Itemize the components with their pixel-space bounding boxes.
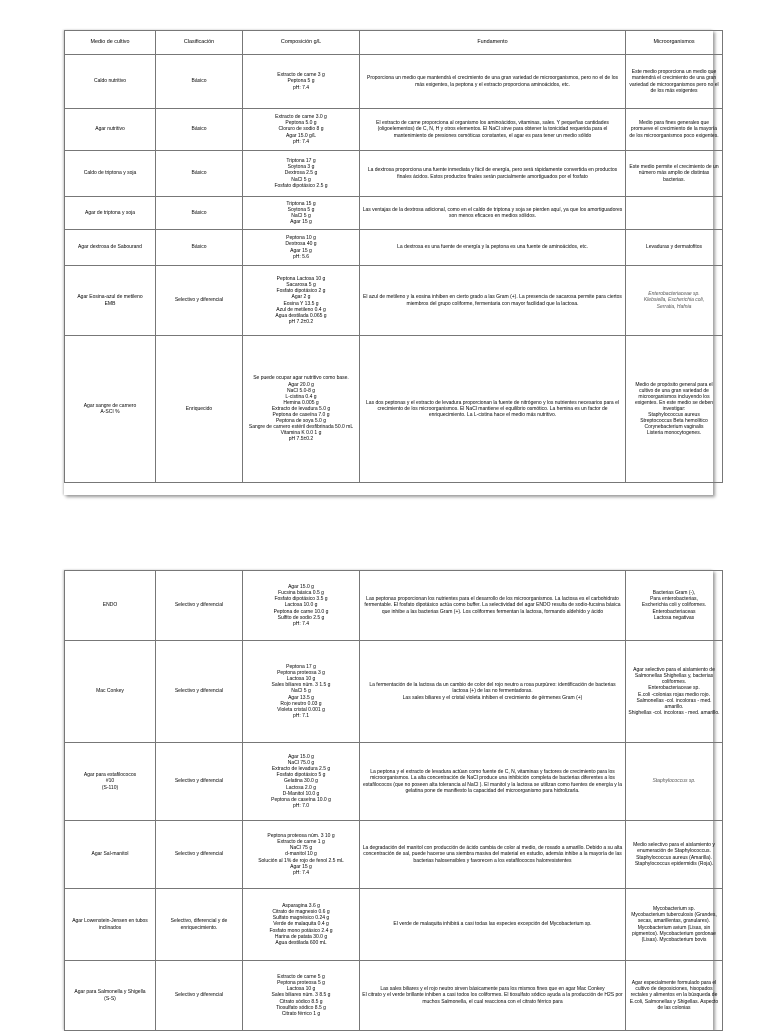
cell-composicion: Agar 15.0 g NaCl 75.0 g Extracto de levadura 2.5 g Fosfato dipotásico 5 g Gelatina 30.0 g Lactosa 2.0 g D-Manitol 10.0 g Peptona de caseína 10.0 g pH: 7.0 bbox=[243, 743, 360, 821]
cell-fundamento: Las sales biliares y el rojo neutro sirven básicamente para los mismos fines que en agar Mac Conkey El citrato y el verde brillante inhiben a casi todos los coliformes. El tiosulfato sódico ayuda a la producción de H2S por muchos Salmonella, el cual reacciona con el citrato férrico para bbox=[360, 961, 626, 1031]
cell-fundamento: La dextrosa proporciona una fuente inmediata y fácil de energía, pero será rápidamente convertida en productos finales ácidos. Estos productos finales serán parcialmente amortiguados por el fosfato bbox=[360, 151, 626, 197]
cell-medio: Caldo nutritivo bbox=[65, 55, 156, 109]
table-row bbox=[65, 571, 723, 641]
cell-composicion: Triptona 15 g Soytona 5 g NaCl 5 g Agar 15 g bbox=[243, 197, 360, 230]
cell-fundamento: El extracto de carne proporciona al organismo los aminoácidos, vitaminas, sales. Y pequeñas cantidades (oligoelementos) de C, N, H y otros elementos. El NaCl sirve para obtener la tonicidad requerida para el mantenimiento de presiones osmóticas constantes, el agar es para tener un medio sólido bbox=[360, 109, 626, 151]
document-page-2 bbox=[64, 570, 720, 1030]
cell-clasificacion: Selectivo y diferencial bbox=[156, 571, 243, 641]
cell-microorganismos: Este medio permite el crecimiento de un número más amplio de distintas bacterias. bbox=[626, 151, 723, 197]
cell-medio: ENDO bbox=[65, 571, 156, 641]
cell-microorganismos: Staphylococcus sp. bbox=[626, 743, 723, 821]
cell-composicion: Se puede ocupar agar nutritivo como base. Agar 20.0 g NaCl 5.0-8 g L-cistina 0.4 g Hemina 0.005 g Extracto de levadura 5.0 g Peptona de caseína 7.0 g Peptona de soya 5.0 g Sangre de carnero estéril desfibrinada 50.0 mL Vitamina K 0.0 1 g pH 7.5±0.2 bbox=[243, 336, 360, 483]
cell-clasificacion: Selectivo y diferencial bbox=[156, 266, 243, 336]
cell-composicion: Triptona 17 g Soytona 3 g Dextrosa 2.5 g NaCl 5 g Fosfato dipotásico 2.5 g bbox=[243, 151, 360, 197]
cell-composicion: Extracto de carne 3.0 g Peptona 5.0 g Cloruro de sodio 8 g Agar 15.0 g/L pH: 7.4 bbox=[243, 109, 360, 151]
table-row bbox=[65, 109, 723, 151]
cell-composicion: Agar 15.0 g Fucsina básica 0.5 g Fosfato dipotásico 3.5 g Lactosa 10.0 g Peptona de carne 10.0 g Sulfito de sodio 2.5 g pH: 7.4 bbox=[243, 571, 360, 641]
cell-fundamento: La peptona y el extracto de levadura actúan como fuente de C, N, vitaminas y factores de crecimiento para los microorganismos. La alta concentración de NaCl produce una inhibición completa de bacterias diferentes a los estafilococos (que no poseen alta tolerancia al NaCl ). El manitol y la lactosa se utilizan como fuentes de energía y la gelatina pone de manifiesto la capacidad del microorganismo para hidrolizarla. bbox=[360, 743, 626, 821]
table-row bbox=[65, 266, 723, 336]
cell-microorganismos: Medio para fines generales que promueve el crecimiento de la mayoría de los microorganismos poco exigentes. bbox=[626, 109, 723, 151]
table-row bbox=[65, 55, 723, 109]
cell-composicion: Peptona proteosa núm. 3 10 g Extracto de carne 1 g NaCl 75 g d-manitol 10 g Solución al 1% de rojo de fenol 2.5 mL Agar 15 g pH: 7.4 bbox=[243, 821, 360, 889]
culture-media-table-2 bbox=[64, 570, 723, 1031]
table-row bbox=[65, 641, 723, 743]
cell-medio: Agar dextrosa de Sabourand bbox=[65, 230, 156, 266]
cell-composicion: Peptona Lactosa 10 g Sacarosa 5 g Fosfato dipotásico 2 g Agar 2 g Eosina Y 13.5 g Azul de metileno 0.4 g Agua destilada 0.065 g pH 7.2±0.2 bbox=[243, 266, 360, 336]
cell-microorganismos bbox=[626, 197, 723, 230]
cell-medio: Agar Sal-manitol bbox=[65, 821, 156, 889]
cell-composicion: Extracto de carne 3 g Peptona 5 g pH: 7.4 bbox=[243, 55, 360, 109]
cell-microorganismos: Medio de propósito general para el cultivo de una gran variedad de microorganismos incluyendo los exigentes. En este medio se deben investigar: Staphylococcus aureus Streptococcus Beta hemolítico Corynebacterium vaginalis Listeria monocytogenes. bbox=[626, 336, 723, 483]
cell-fundamento: La degradación del manitol con producción de ácido cambia de color al medio, de rosado a amarillo. Debido a su alta concentración de sal, puede hacerse una siembra masiva del material en estudio, además inhibe a la mayoría de las bacterias halosensibles y favorecen a los estafilococos halorresistentes bbox=[360, 821, 626, 889]
cell-clasificacion: Básico bbox=[156, 197, 243, 230]
header-medio: Medio de cultivo bbox=[65, 31, 156, 55]
header-composicion: Composición g/L bbox=[243, 31, 360, 55]
cell-clasificacion: Selectivo y diferencial bbox=[156, 821, 243, 889]
cell-medio: Agar Lowenstein-Jensen en tubos inclinados bbox=[65, 889, 156, 961]
cell-clasificacion: Básico bbox=[156, 109, 243, 151]
cell-fundamento: El verde de malaquita inhibirá a casi todas las especies excepción del Mycobacterium sp. bbox=[360, 889, 626, 961]
cell-clasificacion: Básico bbox=[156, 55, 243, 109]
cell-microorganismos: Agar selectivo para el aislamiento de Salmonellas Shighellas y, bacterias coliformes. Enterobacteriaceae sp. E.coli -colonias rojas medio rojo. Salmonellas -col. incoloras - med. amarillo. Shighellas -col. incoloras - med. amarillo. bbox=[626, 641, 723, 743]
cell-clasificacion: Básico bbox=[156, 230, 243, 266]
table-row bbox=[65, 151, 723, 197]
cell-medio: Agar de triptona y soja bbox=[65, 197, 156, 230]
cell-microorganismos: Agar especialmente formulado para el cultivo de deposiciones, hisopados rectales y alimentos en la búsqueda de E.coli, Salmonellas y Shigellas. Aspecto de las colonias bbox=[626, 961, 723, 1031]
cell-fundamento: El azul de metileno y la eosina inhiben en cierto grado a las Gram (+). La presencia de sacarosa permite para ciertos miembros del grupo coliforme, fermentaria con mayor facilidad que la lactosa. bbox=[360, 266, 626, 336]
cell-medio: Agar Eosina-azul de metileno EMB bbox=[65, 266, 156, 336]
header-microorganismos: Microorganismos bbox=[626, 31, 723, 55]
table-row bbox=[65, 336, 723, 483]
cell-medio: Agar sangre de carnero A-SCI % bbox=[65, 336, 156, 483]
cell-medio: Caldo de triptona y soja bbox=[65, 151, 156, 197]
cell-clasificacion: Selectivo y diferencial bbox=[156, 961, 243, 1031]
cell-clasificacion: Selectivo y diferencial bbox=[156, 743, 243, 821]
cell-microorganismos: Medio selectivo para el aislamiento y enumeración de Staphylococcus. Staphylococcus aureus (Amarilla). Staphylococcus epidermidis (Roja). bbox=[626, 821, 723, 889]
cell-microorganismos: Levaduras y dermatofitos bbox=[626, 230, 723, 266]
cell-fundamento: La fermentación de la lactosa da un cambio de color del rojo neutro a rosa purpúreo: identificación de bacterias lactosa (+) de las no fermentadoras. Las sales biliares y el cristal violeta inhiben el crecimiento de gérmenes Gram (+) bbox=[360, 641, 626, 743]
cell-microorganismos: Enterobacteriaceae sp. Klebsiella, Escherichia coli, Serratia, Hafnia bbox=[626, 266, 723, 336]
cell-fundamento: Proporciona un medio que mantendrá el crecimiento de una gran variedad de microorganismos, pero no el de los más exigentes, la peptona y el extracto proporciona aminoácidos, etc. bbox=[360, 55, 626, 109]
cell-microorganismos: Este medio proporciona un medio que mantendrá el crecimiento de una gran variedad de microorganismos pero no el de los más exigentes bbox=[626, 55, 723, 109]
document-page-1 bbox=[64, 30, 719, 495]
cell-microorganismos: Mycobacterium sp. Mycobacterium tuberculosis (Grandes, secas, amarillentas, granulares). Mycobacterium avium (Lisas, sin pigmentos). Mycobacterium gordonae (Lisas). Mycobacterium bovis bbox=[626, 889, 723, 961]
table-row bbox=[65, 961, 723, 1031]
cell-fundamento: Las dos peptonas y el extracto de levadura proporcionan la fuente de nitrógeno y los nutrientes necesarios para el crecimiento de los microorganismos. El NaCl mantiene el equilibrio osmótico. La hemina es un factor de enriquecimiento. La L-cistina hace el medio más nutritivo. bbox=[360, 336, 626, 483]
cell-composicion: Peptona 17 g Peptona proteosa 3 g Lactosa 10 g Sales biliares núm. 3 1.5 g NaCl 5 g Agar 13.5 g Rojo neutro 0.03 g Violeta cristal 0.001 g pH: 7.1 bbox=[243, 641, 360, 743]
cell-clasificacion: Selectivo y diferencial bbox=[156, 641, 243, 743]
cell-clasificacion: Enriquecido bbox=[156, 336, 243, 483]
cell-fundamento: La dextrosa es una fuente de energía y la peptona es una fuente de aminoácidos, etc. bbox=[360, 230, 626, 266]
cell-fundamento: Las peptonas proporcionan los nutrientes para el desarrollo de los microorganismos. La lactosa es el carbohidrato fermentable. El fosfato dipotásico actúa como buffer. La selectividad del agar ENDO resulta de sodio-fucsina básica que inhibe a las bacterias Gram (+). Los coliformes fermentan la lactosa, formando aldehído y ácido bbox=[360, 571, 626, 641]
cell-fundamento: Las ventajas de la dextrosa adicional, como en el caldo de triptona y soja se pierden aquí, ya que los amortiguadores son menos eficaces en medios sólidos. bbox=[360, 197, 626, 230]
table-row bbox=[65, 889, 723, 961]
cell-clasificacion: Básico bbox=[156, 151, 243, 197]
cell-medio: Agar para estafilococos #10 (S-110) bbox=[65, 743, 156, 821]
cell-composicion: Peptona 10 g Dextrosa 40 g Agar 15 g pH: 5.6 bbox=[243, 230, 360, 266]
cell-microorganismos: Bacterias Gram (-), Para enterobacterias, Escherichia coli y coliformes. Enterobacteriaceas Lactosa negativas bbox=[626, 571, 723, 641]
header-fundamento: Fundamento bbox=[360, 31, 626, 55]
cell-medio: Agar para Salmonella y Shigella (S-S) bbox=[65, 961, 156, 1031]
table-row bbox=[65, 821, 723, 889]
table-row bbox=[65, 230, 723, 266]
culture-media-table-1 bbox=[64, 30, 723, 483]
cell-composicion: Extracto de carne 5 g Peptona proteosa 5 g Lactosa 10 g Sales biliares núm. 3 8.5 g Citrato sódico 8.5 g Tiosulfato sódico 8.5 g Citrato férrico 1 g bbox=[243, 961, 360, 1031]
table-header-row bbox=[65, 31, 723, 55]
cell-medio: Agar nutritivo bbox=[65, 109, 156, 151]
cell-composicion: Asparagina 3.6 g Citrato de magnesio 0.6 g Sulfato magnésico 0.24 g Verde de malaquita 0.4 g Fosfato mono potásico 2.4 g Harina de patata 30.0 g Agua destilada 600 mL bbox=[243, 889, 360, 961]
table-row bbox=[65, 197, 723, 230]
cell-medio: Mac Conkey bbox=[65, 641, 156, 743]
table-row bbox=[65, 743, 723, 821]
header-clasificacion: Clasificación bbox=[156, 31, 243, 55]
cell-clasificacion: Selectivo, diferencial y de enriquecimiento. bbox=[156, 889, 243, 961]
